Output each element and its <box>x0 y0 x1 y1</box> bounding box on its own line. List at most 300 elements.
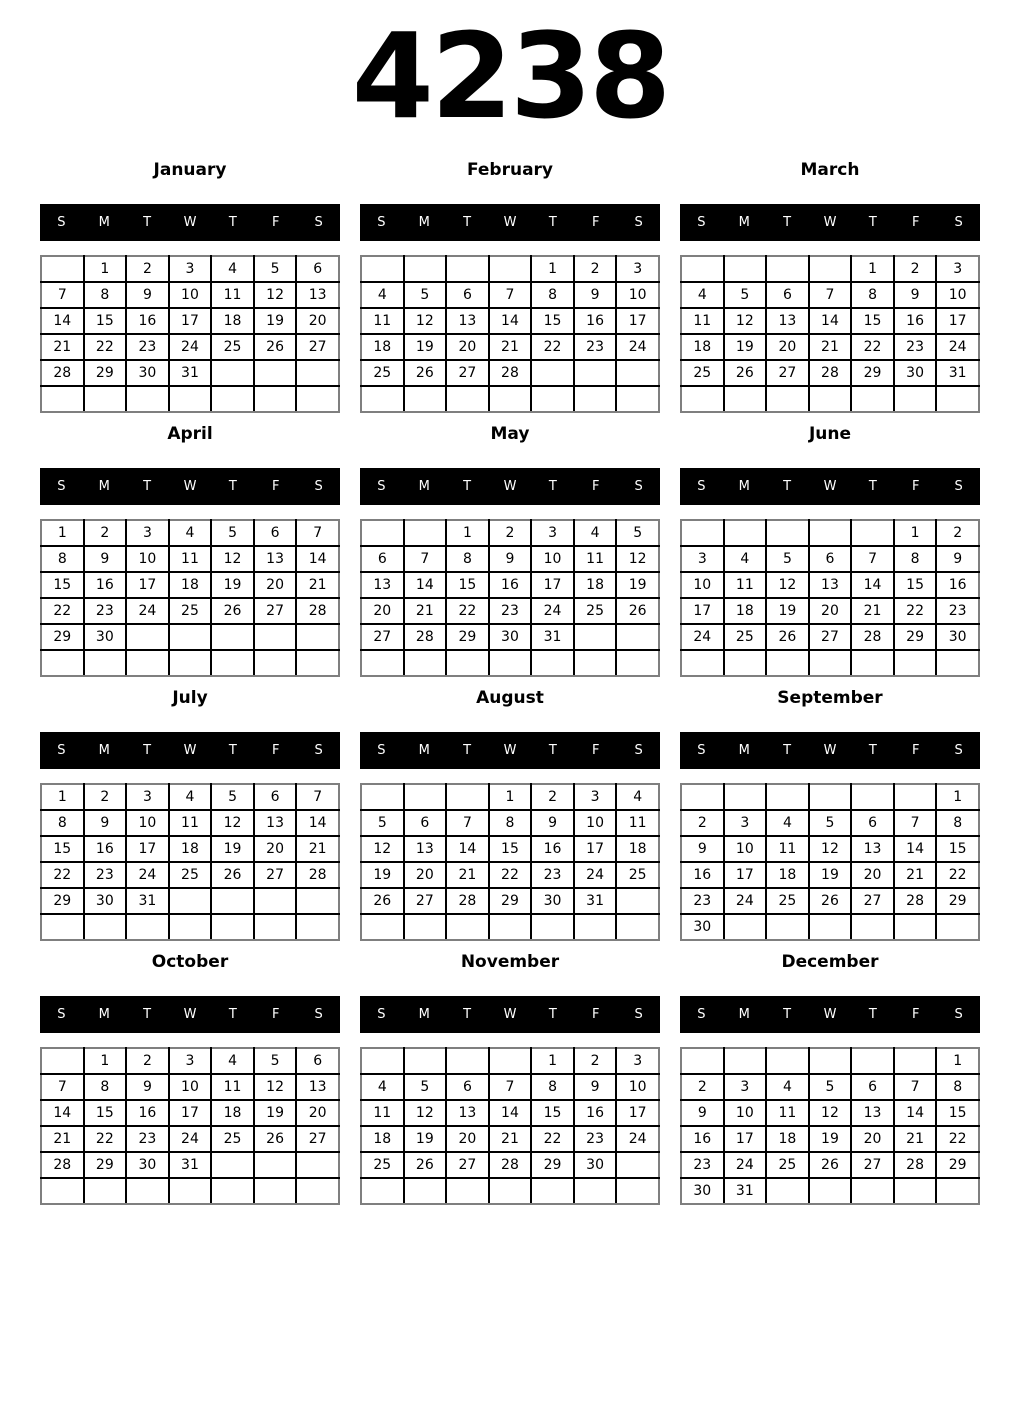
weekday-label: T <box>228 214 237 230</box>
day-cell: 23 <box>489 598 532 624</box>
empty-day-cell <box>489 256 532 282</box>
empty-day-cell <box>616 624 659 650</box>
weekday-label: S <box>954 214 963 230</box>
day-cell: 14 <box>41 308 84 334</box>
day-cell: 9 <box>574 1074 617 1100</box>
day-cell: 6 <box>851 810 894 836</box>
day-cell: 30 <box>574 1152 617 1178</box>
day-cell: 22 <box>531 334 574 360</box>
weekday-label: S <box>697 478 706 494</box>
day-cell: 28 <box>296 598 339 624</box>
empty-day-cell <box>254 386 297 412</box>
day-cell: 15 <box>84 1100 127 1126</box>
day-cell: 26 <box>254 334 297 360</box>
empty-day-cell <box>361 1048 404 1074</box>
empty-day-cell <box>404 1048 447 1074</box>
day-cell: 17 <box>574 836 617 862</box>
day-cell: 13 <box>254 810 297 836</box>
empty-day-cell <box>446 1178 489 1204</box>
day-cell: 20 <box>851 862 894 888</box>
day-cell: 30 <box>84 888 127 914</box>
day-cell: 15 <box>41 572 84 598</box>
day-cell: 23 <box>574 334 617 360</box>
day-cell: 24 <box>724 1152 767 1178</box>
empty-day-cell <box>851 914 894 940</box>
day-cell: 29 <box>489 888 532 914</box>
day-cell: 10 <box>126 810 169 836</box>
weekday-label: W <box>183 214 197 230</box>
day-cell: 18 <box>766 1126 809 1152</box>
day-cell: 16 <box>936 572 979 598</box>
week-row <box>41 1178 339 1204</box>
day-cell: 19 <box>254 308 297 334</box>
empty-day-cell <box>894 1178 937 1204</box>
calendar-grid <box>680 519 980 677</box>
day-cell: 20 <box>851 1126 894 1152</box>
day-cell: 19 <box>616 572 659 598</box>
day-cell: 4 <box>211 256 254 282</box>
empty-day-cell <box>809 1178 852 1204</box>
empty-day-cell <box>489 914 532 940</box>
week-row <box>681 572 979 598</box>
month-block <box>680 952 980 1205</box>
day-cell: 2 <box>681 810 724 836</box>
calendar-grid <box>680 255 980 413</box>
day-cell: 7 <box>296 784 339 810</box>
day-cell: 5 <box>254 256 297 282</box>
day-cell: 30 <box>531 888 574 914</box>
empty-day-cell <box>809 914 852 940</box>
day-cell: 9 <box>681 836 724 862</box>
empty-day-cell <box>894 650 937 676</box>
day-cell: 12 <box>361 836 404 862</box>
day-cell: 4 <box>616 784 659 810</box>
day-cell: 25 <box>361 1152 404 1178</box>
weekday-label: F <box>911 214 920 230</box>
weekday-label: S <box>57 742 66 758</box>
empty-day-cell <box>41 914 84 940</box>
weekday-label: M <box>98 214 110 230</box>
month-block <box>680 424 980 677</box>
week-row <box>41 546 339 572</box>
day-cell: 27 <box>296 1126 339 1152</box>
day-cell: 29 <box>936 1152 979 1178</box>
week-row <box>41 360 339 386</box>
day-cell: 27 <box>809 624 852 650</box>
day-cell: 4 <box>361 282 404 308</box>
day-cell: 6 <box>254 784 297 810</box>
day-cell: 7 <box>894 810 937 836</box>
weekday-label: W <box>183 742 197 758</box>
day-cell: 22 <box>936 1126 979 1152</box>
day-cell: 27 <box>446 1152 489 1178</box>
day-cell: 16 <box>681 1126 724 1152</box>
empty-day-cell <box>616 386 659 412</box>
empty-day-cell <box>211 1152 254 1178</box>
empty-day-cell <box>446 650 489 676</box>
day-cell: 12 <box>404 308 447 334</box>
empty-day-cell <box>361 256 404 282</box>
day-cell: 24 <box>616 1126 659 1152</box>
day-cell: 31 <box>724 1178 767 1204</box>
day-cell: 11 <box>681 308 724 334</box>
empty-day-cell <box>211 360 254 386</box>
day-cell: 15 <box>531 308 574 334</box>
weekday-label: T <box>463 214 472 230</box>
week-row <box>361 386 659 412</box>
weekday-label: S <box>697 742 706 758</box>
empty-day-cell <box>489 386 532 412</box>
day-cell: 11 <box>211 1074 254 1100</box>
empty-day-cell <box>766 386 809 412</box>
empty-day-cell <box>254 914 297 940</box>
empty-day-cell <box>936 1178 979 1204</box>
day-cell: 29 <box>936 888 979 914</box>
weekday-label: M <box>418 742 430 758</box>
calendar-grid <box>40 783 340 941</box>
week-row <box>41 1152 339 1178</box>
day-cell: 13 <box>296 1074 339 1100</box>
week-row <box>361 308 659 334</box>
day-cell: 4 <box>766 1074 809 1100</box>
day-cell: 8 <box>446 546 489 572</box>
day-cell: 10 <box>616 282 659 308</box>
weekday-label: S <box>314 1006 323 1022</box>
week-row <box>681 360 979 386</box>
weekday-label: F <box>911 1006 920 1022</box>
day-cell: 7 <box>894 1074 937 1100</box>
week-row <box>361 546 659 572</box>
empty-day-cell <box>851 386 894 412</box>
day-cell: 4 <box>766 810 809 836</box>
day-cell: 5 <box>211 784 254 810</box>
empty-day-cell <box>296 888 339 914</box>
day-cell: 17 <box>616 308 659 334</box>
day-cell: 10 <box>936 282 979 308</box>
day-cell: 11 <box>211 282 254 308</box>
weekday-label: F <box>591 214 600 230</box>
day-cell: 7 <box>446 810 489 836</box>
weekday-label: T <box>548 1006 557 1022</box>
day-cell: 8 <box>84 282 127 308</box>
day-cell: 2 <box>531 784 574 810</box>
calendar-grid <box>360 255 660 413</box>
day-cell: 16 <box>574 308 617 334</box>
weekday-label: S <box>377 478 386 494</box>
weekday-label: M <box>738 1006 750 1022</box>
day-cell: 21 <box>296 836 339 862</box>
day-cell: 23 <box>84 598 127 624</box>
day-cell: 22 <box>41 598 84 624</box>
empty-day-cell <box>489 650 532 676</box>
day-cell: 23 <box>84 862 127 888</box>
day-cell: 6 <box>361 546 404 572</box>
day-cell: 5 <box>766 546 809 572</box>
day-cell: 11 <box>766 1100 809 1126</box>
week-row <box>41 256 339 282</box>
week-row <box>41 624 339 650</box>
weekday-header <box>360 468 660 505</box>
week-row <box>361 914 659 940</box>
weekday-label: F <box>591 742 600 758</box>
day-cell: 9 <box>574 282 617 308</box>
day-cell: 24 <box>681 624 724 650</box>
weekday-label: T <box>783 214 792 230</box>
day-cell: 31 <box>531 624 574 650</box>
day-cell: 10 <box>724 1100 767 1126</box>
empty-day-cell <box>41 1178 84 1204</box>
day-cell: 19 <box>361 862 404 888</box>
week-row <box>361 836 659 862</box>
day-cell: 22 <box>84 334 127 360</box>
day-cell: 11 <box>361 1100 404 1126</box>
empty-day-cell <box>254 888 297 914</box>
calendar-grid <box>360 519 660 677</box>
day-cell: 9 <box>84 546 127 572</box>
empty-day-cell <box>361 520 404 546</box>
day-cell: 24 <box>169 1126 212 1152</box>
day-cell: 21 <box>41 1126 84 1152</box>
empty-day-cell <box>724 256 767 282</box>
month-block <box>40 952 340 1205</box>
day-cell: 19 <box>211 836 254 862</box>
week-row <box>361 1100 659 1126</box>
calendar-grid <box>40 519 340 677</box>
day-cell: 25 <box>211 1126 254 1152</box>
empty-day-cell <box>574 650 617 676</box>
day-cell: 22 <box>489 862 532 888</box>
day-cell: 13 <box>851 1100 894 1126</box>
day-cell: 2 <box>574 1048 617 1074</box>
day-cell: 19 <box>254 1100 297 1126</box>
day-cell: 6 <box>404 810 447 836</box>
weekday-label: M <box>418 214 430 230</box>
empty-day-cell <box>531 386 574 412</box>
day-cell: 14 <box>489 1100 532 1126</box>
empty-day-cell <box>169 624 212 650</box>
day-cell: 20 <box>809 598 852 624</box>
day-cell: 4 <box>681 282 724 308</box>
day-cell: 19 <box>809 1126 852 1152</box>
empty-day-cell <box>446 784 489 810</box>
weekday-label: S <box>377 742 386 758</box>
month-block <box>40 424 340 677</box>
week-row <box>361 1048 659 1074</box>
week-row <box>41 308 339 334</box>
weekday-label: F <box>591 1006 600 1022</box>
day-cell: 9 <box>531 810 574 836</box>
day-cell: 22 <box>531 1126 574 1152</box>
day-cell: 2 <box>126 1048 169 1074</box>
day-cell: 25 <box>574 598 617 624</box>
day-cell: 2 <box>489 520 532 546</box>
day-cell: 6 <box>446 1074 489 1100</box>
empty-day-cell <box>489 1048 532 1074</box>
day-cell: 21 <box>489 1126 532 1152</box>
empty-day-cell <box>766 1178 809 1204</box>
day-cell: 31 <box>936 360 979 386</box>
empty-day-cell <box>574 360 617 386</box>
empty-day-cell <box>681 650 724 676</box>
day-cell: 1 <box>531 1048 574 1074</box>
weekday-label: M <box>418 478 430 494</box>
weekday-label: T <box>548 214 557 230</box>
empty-day-cell <box>809 386 852 412</box>
month-title: January <box>153 159 227 180</box>
calendar-grid <box>360 1047 660 1205</box>
day-cell: 16 <box>894 308 937 334</box>
day-cell: 15 <box>84 308 127 334</box>
empty-day-cell <box>724 650 767 676</box>
day-cell: 24 <box>616 334 659 360</box>
week-row <box>681 308 979 334</box>
day-cell: 2 <box>936 520 979 546</box>
empty-day-cell <box>404 784 447 810</box>
empty-day-cell <box>446 1048 489 1074</box>
day-cell: 25 <box>766 888 809 914</box>
day-cell: 12 <box>254 282 297 308</box>
day-cell: 11 <box>361 308 404 334</box>
empty-day-cell <box>681 256 724 282</box>
day-cell: 3 <box>574 784 617 810</box>
day-cell: 18 <box>169 572 212 598</box>
weekday-label: T <box>463 742 472 758</box>
day-cell: 17 <box>126 836 169 862</box>
day-cell: 1 <box>84 256 127 282</box>
week-row <box>681 334 979 360</box>
week-row <box>681 520 979 546</box>
day-cell: 30 <box>681 1178 724 1204</box>
week-row <box>681 282 979 308</box>
empty-day-cell <box>446 256 489 282</box>
day-cell: 26 <box>809 1152 852 1178</box>
day-cell: 28 <box>489 360 532 386</box>
empty-day-cell <box>894 386 937 412</box>
weekday-label: F <box>271 478 280 494</box>
day-cell: 12 <box>211 810 254 836</box>
weekday-label: S <box>314 478 323 494</box>
empty-day-cell <box>894 784 937 810</box>
empty-day-cell <box>724 520 767 546</box>
day-cell: 23 <box>126 1126 169 1152</box>
month-block <box>40 160 340 413</box>
months-grid <box>0 160 1020 1205</box>
day-cell: 5 <box>254 1048 297 1074</box>
weekday-header <box>40 996 340 1033</box>
day-cell: 27 <box>851 888 894 914</box>
day-cell: 1 <box>894 520 937 546</box>
weekday-label: T <box>868 214 877 230</box>
weekday-label: F <box>911 742 920 758</box>
day-cell: 5 <box>404 282 447 308</box>
week-row <box>681 624 979 650</box>
week-row <box>41 836 339 862</box>
empty-day-cell <box>361 386 404 412</box>
empty-day-cell <box>809 1048 852 1074</box>
day-cell: 5 <box>211 520 254 546</box>
empty-day-cell <box>254 360 297 386</box>
month-block <box>360 424 660 677</box>
week-row <box>361 810 659 836</box>
empty-day-cell <box>254 1178 297 1204</box>
month-title: May <box>490 423 530 444</box>
day-cell: 5 <box>809 810 852 836</box>
day-cell: 27 <box>446 360 489 386</box>
day-cell: 26 <box>766 624 809 650</box>
week-row <box>41 598 339 624</box>
empty-day-cell <box>681 386 724 412</box>
week-row <box>361 1126 659 1152</box>
day-cell: 10 <box>724 836 767 862</box>
day-cell: 26 <box>211 862 254 888</box>
day-cell: 22 <box>84 1126 127 1152</box>
day-cell: 15 <box>41 836 84 862</box>
day-cell: 16 <box>84 836 127 862</box>
day-cell: 29 <box>531 1152 574 1178</box>
day-cell: 1 <box>531 256 574 282</box>
day-cell: 19 <box>404 334 447 360</box>
day-cell: 17 <box>169 308 212 334</box>
weekday-label: T <box>143 742 152 758</box>
weekday-label: S <box>634 214 643 230</box>
empty-day-cell <box>169 888 212 914</box>
day-cell: 10 <box>574 810 617 836</box>
week-row <box>41 862 339 888</box>
week-row <box>41 914 339 940</box>
empty-day-cell <box>404 256 447 282</box>
day-cell: 17 <box>724 1126 767 1152</box>
empty-day-cell <box>211 1178 254 1204</box>
day-cell: 2 <box>126 256 169 282</box>
weekday-header <box>40 204 340 241</box>
day-cell: 10 <box>616 1074 659 1100</box>
weekday-label: S <box>314 742 323 758</box>
week-row <box>361 1178 659 1204</box>
weekday-label: M <box>98 742 110 758</box>
week-row <box>681 784 979 810</box>
empty-day-cell <box>766 256 809 282</box>
day-cell: 8 <box>936 1074 979 1100</box>
week-row <box>681 836 979 862</box>
week-row <box>41 650 339 676</box>
day-cell: 14 <box>41 1100 84 1126</box>
day-cell: 4 <box>724 546 767 572</box>
day-cell: 8 <box>531 1074 574 1100</box>
weekday-header <box>680 732 980 769</box>
day-cell: 16 <box>489 572 532 598</box>
week-row <box>361 256 659 282</box>
month-title: October <box>151 951 229 972</box>
month-title: September <box>777 687 883 708</box>
empty-day-cell <box>126 624 169 650</box>
day-cell: 19 <box>724 334 767 360</box>
empty-day-cell <box>936 650 979 676</box>
day-cell: 3 <box>531 520 574 546</box>
day-cell: 27 <box>296 334 339 360</box>
day-cell: 28 <box>851 624 894 650</box>
day-cell: 7 <box>296 520 339 546</box>
empty-day-cell <box>681 784 724 810</box>
day-cell: 3 <box>936 256 979 282</box>
weekday-label: S <box>954 1006 963 1022</box>
empty-day-cell <box>936 914 979 940</box>
day-cell: 24 <box>126 598 169 624</box>
day-cell: 13 <box>296 282 339 308</box>
empty-day-cell <box>211 624 254 650</box>
week-row <box>681 1074 979 1100</box>
day-cell: 27 <box>851 1152 894 1178</box>
empty-day-cell <box>616 650 659 676</box>
